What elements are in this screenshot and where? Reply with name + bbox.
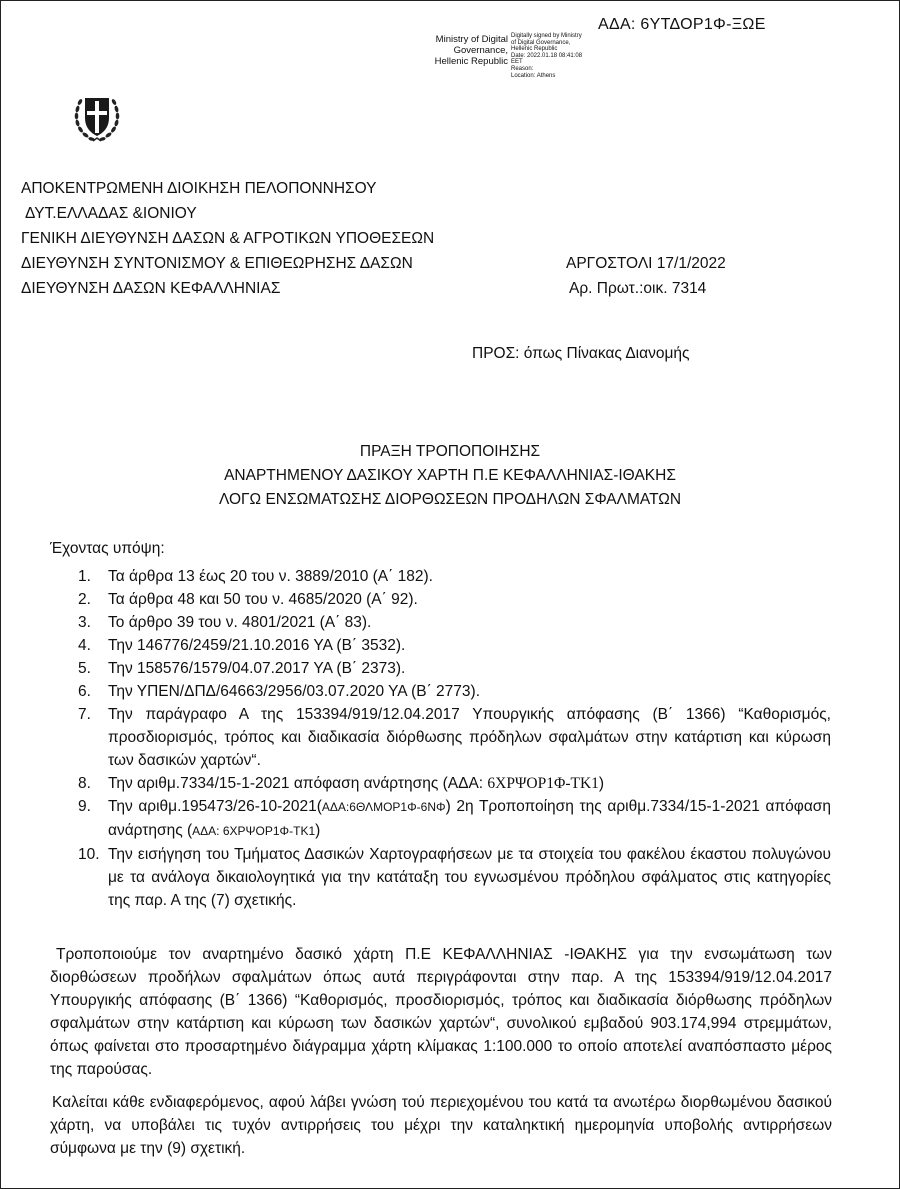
signature-issuer <box>420 34 508 67</box>
item-number: 2. <box>78 591 91 608</box>
body-paragraph: Τροποποιούμε τον αναρτημένο δασικό χάρτη Π.Ε ΚΕΦΑΛΛΗΝΙΑΣ -ΙΘΑΚΗΣ για την ενσωμάτωση των διορθώσεων προδήλων σφαλμάτων όπως αυτά περιγράφονται στην παρ. Α της 153394/919/12.04.2017 Υπουργικής απόφασης (Β΄ 1366) “Καθορισμός, προσδιορισμός, τρόπος και διαδικασία διόρθωσης πρόδηλων σφαλμάτων στην κατάρτιση και κύρωση των δασικών χαρτών“, συνολικού εμβαδού 903.174,994 στρεμμάτων, όπως φαίνεται στο προσαρτημένο διάγραμμα χάρτη κλίμακας 1:100.000 το οποίο αποτελεί αναπόσπαστο μέρος της παρούσας. <box>50 946 832 1078</box>
item-text: Την εισήγηση του Τμήματος Δασικών Χαρτογραφήσεων με τα στοιχεία του φακέλου έκαστου πολυγώνου με τα ανάλογα δικαιολογητικά για την κατάταξη του εγνωσμένου πρόδηλου σφάλματος στις κατηγορίες της παρ. Α της (7) σχετικής. <box>108 846 831 909</box>
item-text <box>108 772 831 795</box>
signature-detail-line: Reason: <box>511 65 534 72</box>
signature-detail-line: EET <box>511 59 523 66</box>
ada-reference: ΑΔΑ: 6ΧΡΨΟΡ1Φ-ΤΚ1 <box>192 824 316 838</box>
title-line: ΑΝΑΡΤΗΜΕΝΟΥ ΔΑΣΙΚΟΥ ΧΑΡΤΗ Π.Ε ΚΕΦΑΛΛΗΝΙΑΣ-ΙΘΑΚΗΣ <box>224 467 676 484</box>
item-text: Τα άρθρα 48 και 50 του ν. 4685/2020 (Α΄ 92). <box>108 591 418 608</box>
item-text-part: Την αριθμ.7334/15-1-2021 απόφαση ανάρτησης (ΑΔΑ: <box>108 775 488 792</box>
place-date: ΑΡΓΟΣΤΟΛΙ 17/1/2022 <box>566 255 726 272</box>
item-text-part: ) <box>598 775 605 792</box>
title-line: ΠΡΑΞΗ ΤΡΟΠΟΠΟΙΗΣΗΣ <box>359 443 541 460</box>
list-item <box>78 634 831 657</box>
item-number: 1. <box>78 568 91 585</box>
list-item <box>78 680 831 703</box>
signature-issuer-line: Hellenic Republic <box>434 56 508 67</box>
item-number: 8. <box>78 775 91 792</box>
signature-issuer-line: Ministry of Digital <box>435 34 508 45</box>
authority-line: ΔΥΤ.ΕΛΛΑΔΑΣ &ΙΟΝΙΟΥ <box>25 205 197 222</box>
item-text-part: Την αριθμ.195473/26-10-2021( <box>108 798 322 815</box>
list-item <box>78 703 831 772</box>
authority-line: ΓΕΝΙΚΗ ΔΙΕΥΘΥΝΣΗ ΔΑΣΩΝ & ΑΓΡΟΤΙΚΩΝ ΥΠΟΘΕΣΕΩΝ <box>21 230 435 247</box>
item-number: 7. <box>78 706 91 723</box>
body-paragraph: Καλείται κάθε ενδιαφερόμενος, αφού λάβει γνώση τού περιεχομένου του κατά τα ανωτέρω διορθωμένου δασικού χάρτη, να υποβάλει τις τυχόν αντιρρήσεις του μέχρι την καταληκτική ημερομηνία υποβολής αντιρρήσεων σύμφωνα με την (9) σχετική. <box>50 1094 832 1157</box>
item-number: 5. <box>78 660 91 677</box>
list-item <box>78 795 831 843</box>
ada-code: ΑΔΑ: 6ΥΤΔΟΡ1Φ-ΞΩΕ <box>598 16 766 33</box>
item-number: 6. <box>78 683 91 700</box>
item-text: Τα άρθρα 13 έως 20 του ν. 3889/2010 (Α΄ 182). <box>108 568 433 585</box>
ada-reference: ΑΔΑ:6ΘΛΜΟΡ1Φ-6ΝΦ <box>321 800 446 814</box>
list-item <box>78 772 831 795</box>
signature-detail-line: Hellenic Republic <box>511 46 558 53</box>
item-text-part: ) <box>315 822 321 839</box>
list-item <box>78 588 831 611</box>
item-number: 4. <box>78 637 91 654</box>
list-item <box>78 565 831 588</box>
references-list <box>78 565 831 912</box>
item-text: Την ΥΠΕΝ/ΔΠΔ/64663/2956/03.07.2020 ΥΑ (Β΄ 2773). <box>108 683 480 700</box>
item-number: 10. <box>78 846 100 863</box>
item-number: 3. <box>78 614 91 631</box>
ada-reference: 6ΧΡΨΟΡ1Φ-ΤΚ1 <box>487 775 599 792</box>
item-text: Την 158576/1579/04.07.2017 ΥΑ (Β΄ 2373). <box>108 660 406 677</box>
protocol-number: Αρ. Πρωτ.:οικ. 7314 <box>569 280 707 297</box>
considering-label: Έχοντας υπόψη: <box>50 540 165 557</box>
title-line: ΛΟΓΩ ΕΝΣΩΜΑΤΩΣΗΣ ΔΙΟΡΘΩΣΕΩΝ ΠΡΟΔΗΛΩΝ ΣΦΑΛΜΑΤΩΝ <box>218 491 682 508</box>
greek-coat-of-arms-icon <box>71 88 123 144</box>
list-item <box>78 843 831 912</box>
item-text: Την 146776/2459/21.10.2016 ΥΑ (Β΄ 3532). <box>108 637 406 654</box>
signature-detail-line: Digitally signed by Ministry <box>511 33 582 39</box>
authority-line: ΔΙΕΥΘΥΝΣΗ ΣΥΝΤΟΝΙΣΜΟΥ & ΕΠΙΘΕΩΡΗΣΗΣ ΔΑΣΩΝ <box>21 255 413 272</box>
item-text-part: ) 2η Τροποποίηση της αριθμ.7334/15-1-2021 απόφαση ανάρτησης ( <box>108 798 831 839</box>
signature-details <box>511 33 607 79</box>
signature-detail-line: Location: Athens <box>511 72 556 79</box>
list-item <box>78 611 831 634</box>
item-text: Το άρθρο 39 του ν. 4801/2021 (Α΄ 83). <box>108 614 372 631</box>
signature-detail-line: Date: 2022.01.18 08:41:08 <box>511 52 583 59</box>
item-text <box>108 795 831 843</box>
signature-detail-line: of Digital Governance, <box>511 39 571 46</box>
issuing-authority-block <box>21 176 434 301</box>
signature-issuer-line: Governance, <box>453 45 508 56</box>
list-item <box>78 657 831 680</box>
authority-line: ΔΙΕΥΘΥΝΣΗ ΔΑΣΩΝ ΚΕΦΑΛΛΗΝΙΑΣ <box>21 280 281 297</box>
recipients: ΠΡΟΣ: όπως Πίνακας Διανομής <box>472 345 690 362</box>
item-text: Την παράγραφο Α της 153394/919/12.04.2017 Υπουργικής απόφασης (Β΄ 1366) “Καθορισμός, προσδιορισμός, τρόπος και διαδικασία διόρθωσης πρόδηλων σφαλμάτων στην κατάρτιση και κύρωση των δασικών χαρτών“. <box>108 706 831 769</box>
document-title <box>0 440 900 512</box>
authority-line: ΑΠΟΚΕΝΤΡΩΜΕΝΗ ΔΙΟΙΚΗΣΗ ΠΕΛΟΠΟΝΝΗΣΟΥ <box>21 180 377 197</box>
item-number: 9. <box>78 798 91 815</box>
